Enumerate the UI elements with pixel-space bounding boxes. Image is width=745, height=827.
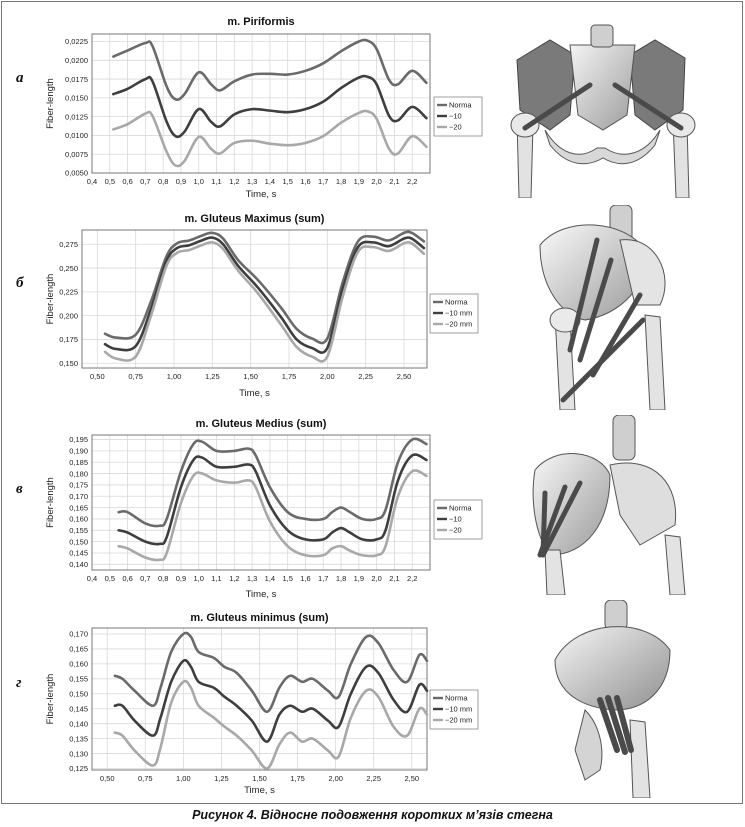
legend-label: −10 xyxy=(449,111,462,121)
y-tick-label: 0,0175 xyxy=(65,74,88,84)
y-tick-label: 0,195 xyxy=(69,435,88,445)
legend-label: −20 xyxy=(449,525,462,535)
x-tick-label: 1,75 xyxy=(281,372,297,381)
x-tick-label: 1,1 xyxy=(211,177,222,186)
x-tick-label: 1,3 xyxy=(246,574,258,583)
x-tick-label: 1,8 xyxy=(335,177,347,186)
x-tick-label: 0,9 xyxy=(175,574,187,583)
y-tick-label: 0,145 xyxy=(69,548,88,558)
y-axis-label: Fiber-length xyxy=(45,78,56,129)
y-tick-label: 0,135 xyxy=(69,734,88,744)
x-tick-label: 2,0 xyxy=(371,574,382,583)
y-tick-label: 0,225 xyxy=(59,287,78,297)
y-tick-label: 0,175 xyxy=(69,480,88,490)
y-axis-label: Fiber-length xyxy=(45,673,56,725)
y-tick-label: 0,155 xyxy=(69,674,88,684)
pelvis-side-gluteus-medius-illustration xyxy=(525,415,695,595)
x-tick-label: 0,6 xyxy=(122,574,133,583)
x-tick-label: 1,2 xyxy=(229,177,240,186)
x-tick-label: 1,0 xyxy=(193,177,204,186)
x-tick-label: 1,1 xyxy=(211,574,222,583)
legend-label: −10 xyxy=(449,514,462,524)
x-tick-label: 1,5 xyxy=(282,177,293,186)
x-tick-label: 1,5 xyxy=(282,574,293,583)
x-tick-label: 2,25 xyxy=(366,774,382,783)
x-tick-label: 1,9 xyxy=(353,177,365,186)
y-tick-label: 0,275 xyxy=(59,239,78,249)
x-axis-label: Time, s xyxy=(239,388,270,399)
y-tick-label: 0,0150 xyxy=(65,93,88,103)
y-tick-label: 0,150 xyxy=(59,358,78,368)
x-tick-label: 1,0 xyxy=(193,574,204,583)
x-tick-label: 0,4 xyxy=(86,177,98,186)
panel-letter-v: в xyxy=(16,481,23,497)
x-axis-label: Time, s xyxy=(245,589,277,600)
y-tick-label: 0,170 xyxy=(69,629,88,639)
x-tick-label: 0,5 xyxy=(104,177,116,186)
legend-label: Norma xyxy=(445,297,468,307)
pelvis-front-piriformis-illustration xyxy=(505,20,700,198)
y-tick-label: 0,170 xyxy=(69,491,88,501)
x-tick-label: 0,7 xyxy=(140,574,151,583)
x-tick-label: 1,25 xyxy=(214,774,229,783)
y-tick-label: 0,155 xyxy=(69,525,88,535)
legend-label: −10 mm xyxy=(445,704,473,714)
y-tick-label: 0,200 xyxy=(59,311,78,321)
x-tick-label: 2,50 xyxy=(404,774,420,783)
y-tick-label: 0,0100 xyxy=(65,131,88,141)
x-tick-label: 1,75 xyxy=(290,774,305,783)
legend-label: Norma xyxy=(449,503,472,513)
x-tick-label: 1,3 xyxy=(246,177,258,186)
y-tick-label: 0,160 xyxy=(69,659,88,669)
chart-title: m. Gluteus Maximus (sum) xyxy=(184,213,325,225)
x-tick-label: 1,8 xyxy=(335,574,347,583)
y-tick-label: 0,0075 xyxy=(65,149,88,159)
legend-label: −10 mm xyxy=(445,308,473,318)
y-tick-label: 0,140 xyxy=(69,560,88,570)
pelvis-side-gluteus-maximus-illustration xyxy=(525,205,690,410)
x-tick-label: 2,0 xyxy=(371,177,382,186)
legend-label: Norma xyxy=(445,693,468,703)
x-tick-label: 1,7 xyxy=(318,177,329,186)
chart-title: m. Gluteus Medius (sum) xyxy=(195,418,327,430)
x-tick-label: 2,25 xyxy=(358,372,373,381)
x-tick-label: 0,8 xyxy=(157,177,169,186)
panel-letter-b: б xyxy=(16,275,24,291)
y-tick-label: 0,185 xyxy=(69,457,88,467)
y-axis-label: Fiber-length xyxy=(45,477,56,528)
x-tick-label: 0,50 xyxy=(99,774,115,783)
x-tick-label: 0,6 xyxy=(122,177,133,186)
x-tick-label: 1,00 xyxy=(176,774,191,783)
y-tick-label: 0,0050 xyxy=(65,168,88,178)
x-tick-label: 1,50 xyxy=(243,372,258,381)
pelvis-side-gluteus-minimus-illustration xyxy=(545,600,685,798)
y-tick-label: 0,175 xyxy=(59,335,78,345)
x-tick-label: 2,00 xyxy=(320,372,335,381)
legend-label: −20 mm xyxy=(445,319,473,329)
x-tick-label: 1,9 xyxy=(353,574,365,583)
x-tick-label: 0,4 xyxy=(86,574,98,583)
y-tick-label: 0,140 xyxy=(69,719,88,729)
x-tick-label: 1,00 xyxy=(166,372,182,381)
y-tick-label: 0,165 xyxy=(69,644,88,654)
chart-title: m. Piriformis xyxy=(227,16,295,28)
x-tick-label: 0,5 xyxy=(104,574,116,583)
y-tick-label: 0,0225 xyxy=(65,37,88,47)
y-tick-label: 0,125 xyxy=(69,764,88,774)
x-tick-label: 1,6 xyxy=(300,177,311,186)
y-tick-label: 0,145 xyxy=(69,704,88,714)
x-tick-label: 0,50 xyxy=(90,372,105,381)
x-tick-label: 0,75 xyxy=(128,372,143,381)
x-tick-label: 2,2 xyxy=(406,574,418,583)
x-tick-label: 1,25 xyxy=(205,372,220,381)
legend-label: −20 xyxy=(449,122,462,132)
x-tick-label: 1,50 xyxy=(252,774,267,783)
y-tick-label: 0,130 xyxy=(69,749,88,759)
x-tick-label: 0,7 xyxy=(140,177,151,186)
y-tick-label: 0,0200 xyxy=(65,55,88,65)
x-tick-label: 1,7 xyxy=(318,574,329,583)
y-axis-label: Fiber-length xyxy=(45,273,56,325)
x-axis-label: Time, s xyxy=(245,189,277,200)
x-axis-label: Time, s xyxy=(244,785,275,796)
y-tick-label: 0,0125 xyxy=(65,112,88,122)
y-tick-label: 0,150 xyxy=(69,689,88,699)
panel-letter-g: г xyxy=(16,675,22,691)
x-tick-label: 2,1 xyxy=(389,574,400,583)
x-tick-label: 2,00 xyxy=(328,774,343,783)
y-tick-label: 0,190 xyxy=(69,446,88,456)
x-tick-label: 0,9 xyxy=(175,177,187,186)
x-tick-label: 1,2 xyxy=(229,574,240,583)
figure-caption: Рисунок 4. Відносне подовження коротких м’язів стегна xyxy=(192,808,553,822)
x-tick-label: 1,4 xyxy=(264,177,276,186)
y-tick-label: 0,250 xyxy=(59,263,78,273)
x-tick-label: 2,1 xyxy=(389,177,400,186)
y-tick-label: 0,160 xyxy=(69,514,88,524)
y-tick-label: 0,180 xyxy=(69,469,88,479)
panel-letter-a: а xyxy=(16,70,24,86)
x-tick-label: 1,6 xyxy=(300,574,311,583)
x-tick-label: 0,8 xyxy=(157,574,169,583)
x-tick-label: 2,50 xyxy=(396,372,412,381)
y-tick-label: 0,150 xyxy=(69,537,88,547)
chart-title: m. Gluteus minimus (sum) xyxy=(190,612,329,624)
x-tick-label: 0,75 xyxy=(137,774,153,783)
y-tick-label: 0,165 xyxy=(69,503,88,513)
legend-label: −20 mm xyxy=(445,715,473,725)
legend-label: Norma xyxy=(449,100,472,110)
x-tick-label: 1,4 xyxy=(264,574,276,583)
x-tick-label: 2,2 xyxy=(406,177,418,186)
